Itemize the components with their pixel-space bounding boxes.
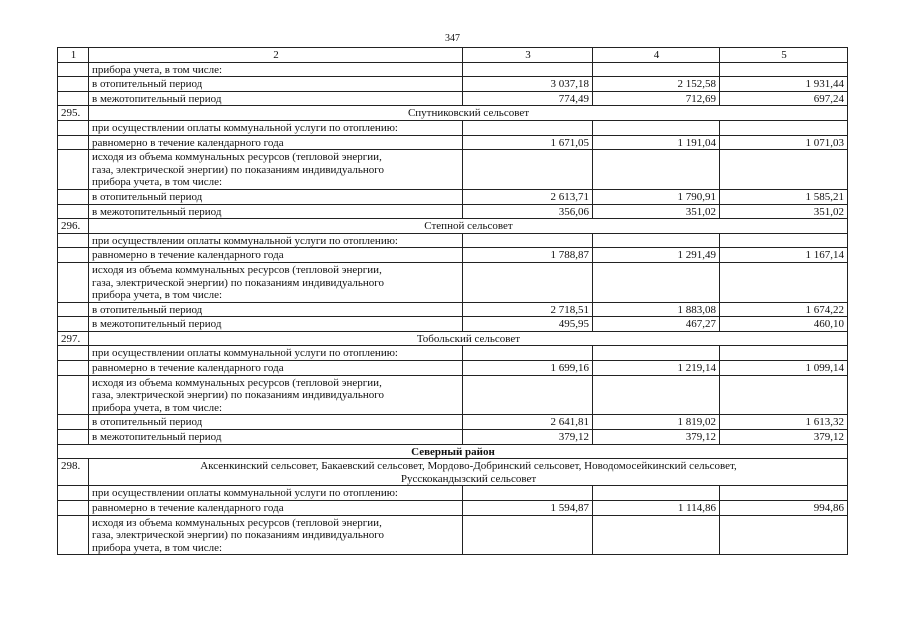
value-cell-3: 2 718,51 xyxy=(463,302,593,317)
row-label-cell: равномерно в течение календарного года xyxy=(89,248,463,263)
row-number-cell xyxy=(58,317,89,332)
value-cell-4: 351,02 xyxy=(593,204,720,219)
value-cell-3: 1 594,87 xyxy=(463,501,593,516)
table-row xyxy=(58,248,848,263)
value-cell-4 xyxy=(593,120,720,135)
section-row xyxy=(58,459,848,486)
value-cell-4: 379,12 xyxy=(593,430,720,445)
row-label-cell: при осуществлении оплаты коммунальной услуги по отоплению: xyxy=(89,233,463,248)
table-row xyxy=(58,120,848,135)
value-cell-4 xyxy=(593,233,720,248)
value-cell-3 xyxy=(463,150,593,190)
row-number-cell xyxy=(58,150,89,190)
value-cell-3 xyxy=(463,515,593,555)
table-row xyxy=(58,91,848,106)
value-cell-4: 1 819,02 xyxy=(593,415,720,430)
row-label-cell: в межотопительный период xyxy=(89,430,463,445)
text-line: исходя из объема коммунальных ресурсов (тепловой энергии, xyxy=(92,516,382,529)
row-number-cell xyxy=(58,486,89,501)
district-row xyxy=(58,444,848,459)
table-row xyxy=(58,189,848,204)
value-cell-3 xyxy=(463,262,593,302)
row-number-cell xyxy=(58,430,89,445)
value-cell-3: 1 671,05 xyxy=(463,135,593,150)
row-number-cell xyxy=(58,361,89,376)
table-row xyxy=(58,204,848,219)
table-row xyxy=(58,135,848,150)
district-title-cell: Северный район xyxy=(58,444,848,459)
value-cell-4: 467,27 xyxy=(593,317,720,332)
value-cell-4 xyxy=(593,515,720,555)
value-cell-5: 1 931,44 xyxy=(720,77,848,92)
value-cell-3: 495,95 xyxy=(463,317,593,332)
value-cell-5: 1 585,21 xyxy=(720,189,848,204)
header-row xyxy=(58,48,848,63)
text-line: прибора учета, в том числе: xyxy=(92,401,223,414)
value-cell-3: 1 788,87 xyxy=(463,248,593,263)
text-line: газа, электрической энергии) по показаниям индивидуального xyxy=(92,276,384,289)
row-number-cell xyxy=(58,375,89,415)
row-label-cell xyxy=(89,262,463,302)
row-label-cell: равномерно в течение календарного года xyxy=(89,501,463,516)
value-cell-5: 1 099,14 xyxy=(720,361,848,376)
row-number-cell xyxy=(58,189,89,204)
section-title-cell: Тобольский сельсовет xyxy=(89,331,848,346)
value-cell-4: 1 219,14 xyxy=(593,361,720,376)
text-line: Русскокандызский сельсовет xyxy=(400,472,537,485)
value-cell-5: 994,86 xyxy=(720,501,848,516)
row-label-cell: равномерно в течение календарного года xyxy=(89,361,463,376)
value-cell-5 xyxy=(720,262,848,302)
row-label-cell xyxy=(89,150,463,190)
section-title-cell: Спутниковский сельсовет xyxy=(89,106,848,121)
section-number-cell: 298. xyxy=(58,459,89,486)
value-cell-5: 351,02 xyxy=(720,204,848,219)
value-cell-3 xyxy=(463,120,593,135)
value-cell-4 xyxy=(593,375,720,415)
table-row xyxy=(58,150,848,190)
section-title-cell xyxy=(89,459,848,486)
row-number-cell xyxy=(58,135,89,150)
value-cell-5: 460,10 xyxy=(720,317,848,332)
text-line: газа, электрической энергии) по показаниям индивидуального xyxy=(92,163,384,176)
section-number-cell: 297. xyxy=(58,331,89,346)
value-cell-5: 379,12 xyxy=(720,430,848,445)
value-cell-3: 2 641,81 xyxy=(463,415,593,430)
value-cell-5 xyxy=(720,486,848,501)
header-cell-3: 3 xyxy=(463,48,593,63)
table-row xyxy=(58,233,848,248)
text-line: исходя из объема коммунальных ресурсов (тепловой энергии, xyxy=(92,376,382,389)
row-number-cell xyxy=(58,77,89,92)
text-line: прибора учета, в том числе: xyxy=(92,176,223,189)
value-cell-5 xyxy=(720,515,848,555)
value-cell-5 xyxy=(720,375,848,415)
value-cell-5: 1 167,14 xyxy=(720,248,848,263)
value-cell-4: 1 114,86 xyxy=(593,501,720,516)
row-label-cell xyxy=(89,515,463,555)
row-number-cell xyxy=(58,346,89,361)
value-cell-5 xyxy=(720,62,848,77)
row-label-cell: в отопительный период xyxy=(89,302,463,317)
row-label-cell xyxy=(89,375,463,415)
value-cell-3: 356,06 xyxy=(463,204,593,219)
row-label-cell: в межотопительный период xyxy=(89,317,463,332)
value-cell-3 xyxy=(463,346,593,361)
tariff-table xyxy=(57,47,848,555)
value-cell-5 xyxy=(720,233,848,248)
value-cell-5 xyxy=(720,150,848,190)
row-number-cell xyxy=(58,91,89,106)
value-cell-3: 3 037,18 xyxy=(463,77,593,92)
header-cell-1: 1 xyxy=(58,48,89,63)
table-body xyxy=(58,48,848,555)
text-line: исходя из объема коммунальных ресурсов (тепловой энергии, xyxy=(92,151,382,164)
row-number-cell xyxy=(58,262,89,302)
table-row xyxy=(58,515,848,555)
row-number-cell xyxy=(58,120,89,135)
row-label-cell: в межотопительный период xyxy=(89,204,463,219)
text-line: прибора учета, в том числе: xyxy=(92,289,223,302)
section-row xyxy=(58,331,848,346)
row-number-cell xyxy=(58,233,89,248)
row-label-cell: в отопительный период xyxy=(89,77,463,92)
row-label-cell: в межотопительный период xyxy=(89,91,463,106)
value-cell-4 xyxy=(593,62,720,77)
table-row xyxy=(58,77,848,92)
value-cell-5 xyxy=(720,346,848,361)
value-cell-3 xyxy=(463,375,593,415)
value-cell-4 xyxy=(593,262,720,302)
value-cell-4: 1 883,08 xyxy=(593,302,720,317)
row-number-cell xyxy=(58,248,89,263)
value-cell-4 xyxy=(593,346,720,361)
value-cell-5: 697,24 xyxy=(720,91,848,106)
table-row xyxy=(58,317,848,332)
value-cell-4: 1 790,91 xyxy=(593,189,720,204)
table-row xyxy=(58,361,848,376)
row-label-cell: равномерно в течение календарного года xyxy=(89,135,463,150)
header-cell-5: 5 xyxy=(720,48,848,63)
row-label-cell: при осуществлении оплаты коммунальной услуги по отоплению: xyxy=(89,346,463,361)
page-number: 347 xyxy=(445,33,460,44)
text-line: Аксенкинский сельсовет, Бакаевский сельсовет, Мордово-Добринский сельсовет, Новодомосейкинский сельсовет, xyxy=(200,460,737,473)
value-cell-3: 379,12 xyxy=(463,430,593,445)
row-label-cell: в отопительный период xyxy=(89,189,463,204)
section-title-cell: Степной сельсовет xyxy=(89,219,848,234)
value-cell-3: 774,49 xyxy=(463,91,593,106)
value-cell-5: 1 071,03 xyxy=(720,135,848,150)
row-number-cell xyxy=(58,515,89,555)
section-number-cell: 296. xyxy=(58,219,89,234)
table-row xyxy=(58,501,848,516)
table-row xyxy=(58,346,848,361)
row-label-cell: прибора учета, в том числе: xyxy=(89,62,463,77)
value-cell-5: 1 674,22 xyxy=(720,302,848,317)
table-row xyxy=(58,486,848,501)
value-cell-5: 1 613,32 xyxy=(720,415,848,430)
table-row xyxy=(58,430,848,445)
row-number-cell xyxy=(58,415,89,430)
text-line: газа, электрической энергии) по показаниям индивидуального xyxy=(92,389,384,402)
table-row xyxy=(58,62,848,77)
value-cell-4: 1 291,49 xyxy=(593,248,720,263)
section-row xyxy=(58,219,848,234)
value-cell-4: 1 191,04 xyxy=(593,135,720,150)
header-cell-2: 2 xyxy=(89,48,463,63)
text-line: газа, электрической энергии) по показаниям индивидуального xyxy=(92,529,384,542)
table-row xyxy=(58,302,848,317)
table-row xyxy=(58,375,848,415)
table-row xyxy=(58,262,848,302)
text-line: прибора учета, в том числе: xyxy=(92,541,223,554)
section-number-cell: 295. xyxy=(58,106,89,121)
row-label-cell: при осуществлении оплаты коммунальной услуги по отоплению: xyxy=(89,120,463,135)
row-number-cell xyxy=(58,204,89,219)
row-number-cell xyxy=(58,501,89,516)
row-number-cell xyxy=(58,62,89,77)
table-row xyxy=(58,415,848,430)
value-cell-3 xyxy=(463,233,593,248)
value-cell-4: 2 152,58 xyxy=(593,77,720,92)
value-cell-4 xyxy=(593,486,720,501)
row-number-cell xyxy=(58,302,89,317)
value-cell-3 xyxy=(463,62,593,77)
value-cell-3: 2 613,71 xyxy=(463,189,593,204)
value-cell-4: 712,69 xyxy=(593,91,720,106)
value-cell-5 xyxy=(720,120,848,135)
section-row xyxy=(58,106,848,121)
header-cell-4: 4 xyxy=(593,48,720,63)
row-label-cell: в отопительный период xyxy=(89,415,463,430)
row-label-cell: при осуществлении оплаты коммунальной услуги по отоплению: xyxy=(89,486,463,501)
text-line: исходя из объема коммунальных ресурсов (тепловой энергии, xyxy=(92,263,382,276)
value-cell-3 xyxy=(463,486,593,501)
value-cell-4 xyxy=(593,150,720,190)
value-cell-3: 1 699,16 xyxy=(463,361,593,376)
